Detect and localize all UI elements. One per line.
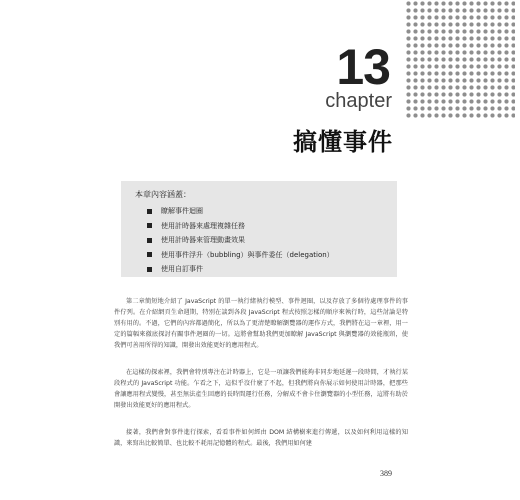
contents-item-label: 使用計時器來管理動畫效果 <box>161 236 245 244</box>
chapter-contents-box <box>121 181 397 277</box>
decorative-dot-pattern <box>405 0 515 118</box>
contents-item <box>147 219 383 234</box>
contents-heading: 本章內容涵蓋： <box>135 190 191 199</box>
contents-item-label: 使用自訂事件 <box>161 265 203 273</box>
square-bullet-icon <box>147 267 152 272</box>
chapter-label: chapter <box>325 90 392 112</box>
contents-item-label: 使用事件浮升（bubbling）與事件委任（delegation） <box>161 250 334 259</box>
body-text <box>114 296 408 449</box>
contents-item <box>147 204 383 219</box>
body-paragraph: 第二章簡短地介紹了 JavaScript 的單一執行緒執行模型、事件迴圈，以及存放了多個待處理事件的事件佇列。在介紹網頁生命週期，特別在談到各段 JavaScript 程式按照怎樣的順序來執行時，這些討論是特別有用的。不過，它們的內容都過簡化，所以為了更清楚瞭解瀏覽器的運作方式，我們將在這一章裡，用一定的篇幅來徹底探討有關事件迴圈的一切。這將會幫助我們更加瞭解 JavaScript 與瀏覽器的效能瓶頸，使我們可善用所得的知識，開發出效能更好的應用程式。 <box>114 298 408 349</box>
chapter-title: 搞懂事件 <box>293 128 393 156</box>
body-paragraph: 在這樣的探索裡，我們會特別專注在計時器上，它是一項讓我們能夠非同步地延遲一段時間，才執行某段程式的 JavaScript 功能。乍看之下，這似乎沒什麼了不起，但我們將向你展示如何使用計時器，把那些會讓應用程式變慢，甚至無法產生回應的長時間運行任務，分解成不會卡住瀏覽器的小型任務，這將有助於開發出效能更好的應用程式。 <box>114 369 408 409</box>
square-bullet-icon <box>147 252 152 257</box>
contents-item <box>147 262 383 277</box>
contents-list <box>135 204 383 277</box>
contents-item <box>147 248 383 263</box>
square-bullet-icon <box>147 209 152 214</box>
square-bullet-icon <box>147 223 152 228</box>
chapter-number: 13 <box>336 39 390 95</box>
square-bullet-icon <box>147 238 152 243</box>
body-paragraph: 接著，我們會對事件進行探索，看看事件如何經由 DOM 結構樹來進行傳遞，以及如何利用這樣的知識，來寫出比較簡單、也比較不耗用記憶體的程式。最後，我們用如何建 <box>114 429 408 447</box>
contents-item-label: 使用計時器來處理複雜任務 <box>161 221 245 230</box>
page-number: 389 <box>380 469 392 478</box>
contents-item <box>147 233 383 248</box>
contents-item-label: 瞭解事件迴圈 <box>161 207 203 215</box>
